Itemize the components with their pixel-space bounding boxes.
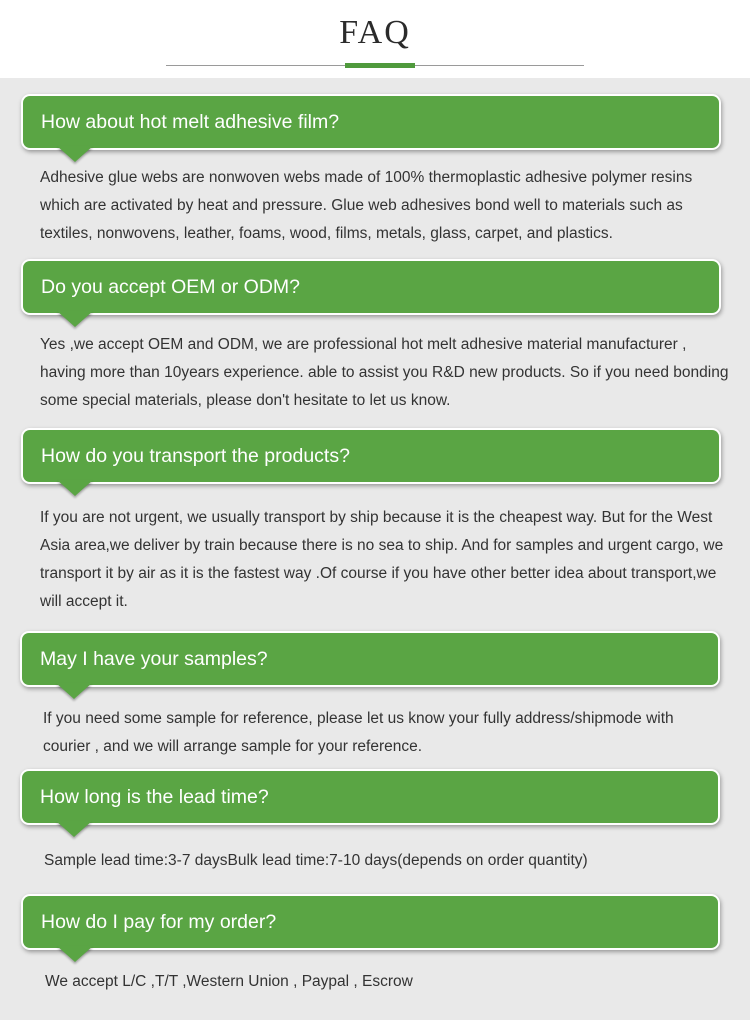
faq-question-label: May I have your samples?	[40, 648, 268, 670]
footer-strip	[0, 1020, 750, 1034]
faq-question-label: How do I pay for my order?	[41, 911, 277, 933]
faq-question-1	[23, 96, 719, 148]
speech-notch	[57, 946, 93, 962]
speech-notch	[57, 146, 93, 162]
faq-question-3	[23, 430, 719, 482]
faq-answer-6: We accept L/C ,T/T ,Western Union , Paypal , Escrow	[45, 973, 413, 990]
faq-answer-5: Sample lead time:3-7 daysBulk lead time:7-10 days(depends on order quantity)	[44, 852, 588, 869]
faq-answer-3: If you are not urgent, we usually transport by ship because it is the cheapest way. But for the West Asia area,we deliver by train because there is no sea to ship. And for samples and urgent cargo, we transport it by air as it is the fastest way .Of course if you have other better idea about transport,we will accept it.	[40, 509, 724, 610]
faq-answer-1: Adhesive glue webs are nonwoven webs made of 100% thermoplastic adhesive polymer resins which are activated by heat and pressure. Glue web adhesives bond well to materials such as textiles, nonwovens, leather, foams, wood, films, metals, glass, carpet, and plastics.	[40, 169, 693, 242]
faq-question-6	[23, 896, 718, 948]
faq-question-5	[22, 771, 718, 823]
page-title: FAQ	[339, 14, 411, 51]
faq-question-label: How do you transport the products?	[41, 445, 350, 467]
title-accent-bar	[345, 63, 415, 68]
speech-notch	[56, 821, 92, 837]
faq-question-2	[23, 261, 719, 313]
speech-notch	[57, 311, 93, 327]
faq-question-4	[22, 633, 718, 685]
speech-notch	[57, 480, 93, 496]
faq-answer-2: Yes ,we accept OEM and ODM, we are professional hot melt adhesive material manufacturer , having more than 10years experience. able to assist you R&D new products. So if you need bonding some special materials, please don't hesitate to let us know.	[40, 336, 729, 409]
faq-question-label: How long is the lead time?	[40, 786, 269, 808]
faq-question-label: Do you accept OEM or ODM?	[41, 276, 301, 298]
speech-notch	[56, 683, 92, 699]
faq-answer-4: If you need some sample for reference, please let us know your fully address/shipmode with courier , and we will arrange sample for your reference.	[43, 710, 674, 755]
faq-question-label: How about hot melt adhesive film?	[41, 111, 340, 133]
faq-header	[0, 0, 750, 78]
